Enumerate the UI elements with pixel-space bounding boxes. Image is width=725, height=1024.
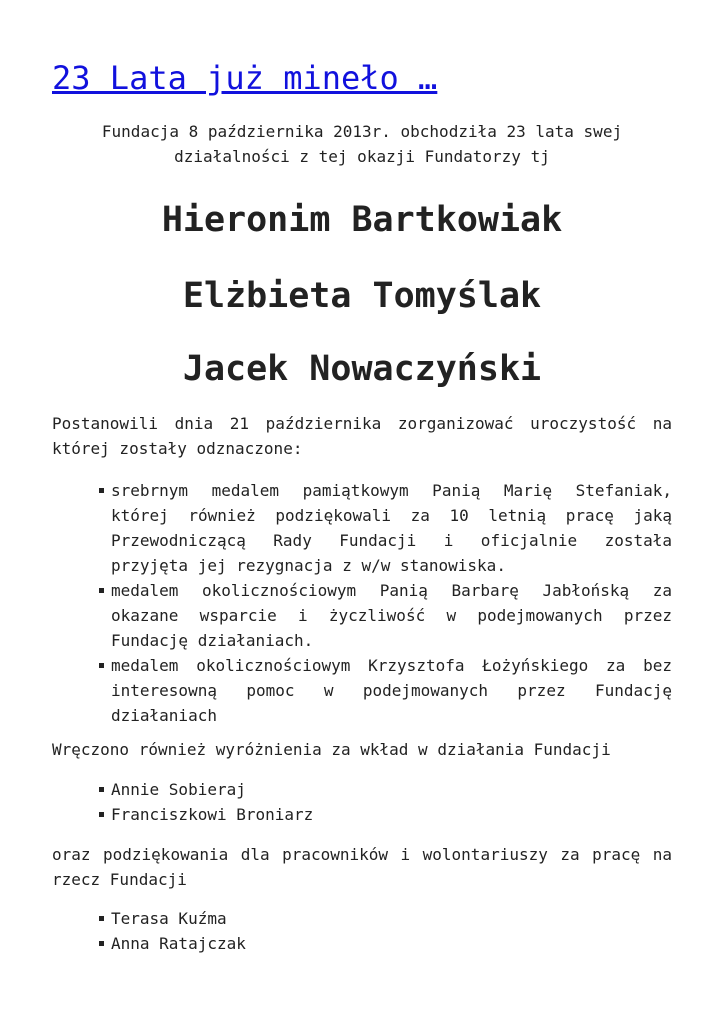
bullet-icon (99, 663, 104, 668)
list-item (52, 777, 672, 802)
list-item-text: Anna Ratajczak (111, 934, 246, 953)
bullet-icon (99, 941, 104, 946)
list-item-line: Fundację działaniach. (111, 631, 314, 650)
distinctions-list (52, 777, 672, 827)
list-item-text: Franciszkowi Broniarz (111, 805, 314, 824)
decision-paragraph (52, 411, 672, 461)
list-item-line: okazane wsparcie i życzliwość w podejmowanych przez (111, 606, 672, 625)
list-item-text: Terasa Kuźma (111, 909, 227, 928)
intro-line: Fundacja 8 października 2013r. obchodziła 23 lata swej (101, 122, 623, 141)
intro-line: działalności z tej okazji Fundatorzy tj (174, 147, 550, 166)
bullet-icon (99, 488, 104, 493)
list-item (52, 578, 672, 653)
list-item-text: Annie Sobieraj (111, 780, 246, 799)
thanks-list (52, 906, 672, 956)
paragraph-line: rzecz Fundacji (52, 870, 187, 889)
founder-name: Jacek Nowaczyński (182, 349, 542, 389)
list-item (52, 906, 672, 931)
list-item-line: Przewodniczącą Rady Fundacji i oficjalnie została (111, 531, 672, 550)
list-item-line: interesowną pomoc w podejmowanych przez Fundację (111, 681, 672, 700)
list-item-line: srebrnym medalem pamiątkowym Panią Marię Stefaniak, (111, 481, 672, 500)
thanks-paragraph (52, 842, 672, 892)
list-item-line: działaniach (111, 706, 217, 725)
paragraph-line: oraz podziękowania dla pracowników i wolontariuszy za pracę na (52, 845, 672, 864)
paragraph-line: Wręczono również wyróżnienia za wkład w działania Fundacji (52, 740, 611, 759)
intro-paragraph (52, 119, 672, 169)
bullet-icon (99, 787, 104, 792)
list-item (52, 931, 672, 956)
bullet-icon (99, 588, 104, 593)
paragraph-line: której zostały odznaczone: (52, 439, 303, 458)
distinctions-paragraph (52, 737, 672, 762)
list-item-line: której również podziękowali za 10 letnią pracę jaką (111, 506, 672, 525)
list-item-line: medalem okolicznościowym Panią Barbarę Jabłońską za (111, 581, 672, 600)
article-title-link[interactable]: 23 Lata już mineło … (52, 59, 438, 97)
bullet-icon (99, 812, 104, 817)
list-item-line: medalem okolicznościowym Krzysztofa Łożyńskiego za bez (111, 656, 672, 675)
list-item-line: przyjęta jej rezygnacja z w/w stanowiska. (111, 556, 506, 575)
founder-name: Hieronim Bartkowiak (161, 200, 563, 240)
bullet-icon (99, 916, 104, 921)
founder-name: Elżbieta Tomyślak (182, 276, 542, 316)
list-item (52, 478, 672, 578)
paragraph-line: Postanowili dnia 21 października zorganizować uroczystość na (52, 414, 672, 433)
list-item (52, 653, 672, 728)
medals-list (52, 478, 672, 728)
list-item (52, 802, 672, 827)
